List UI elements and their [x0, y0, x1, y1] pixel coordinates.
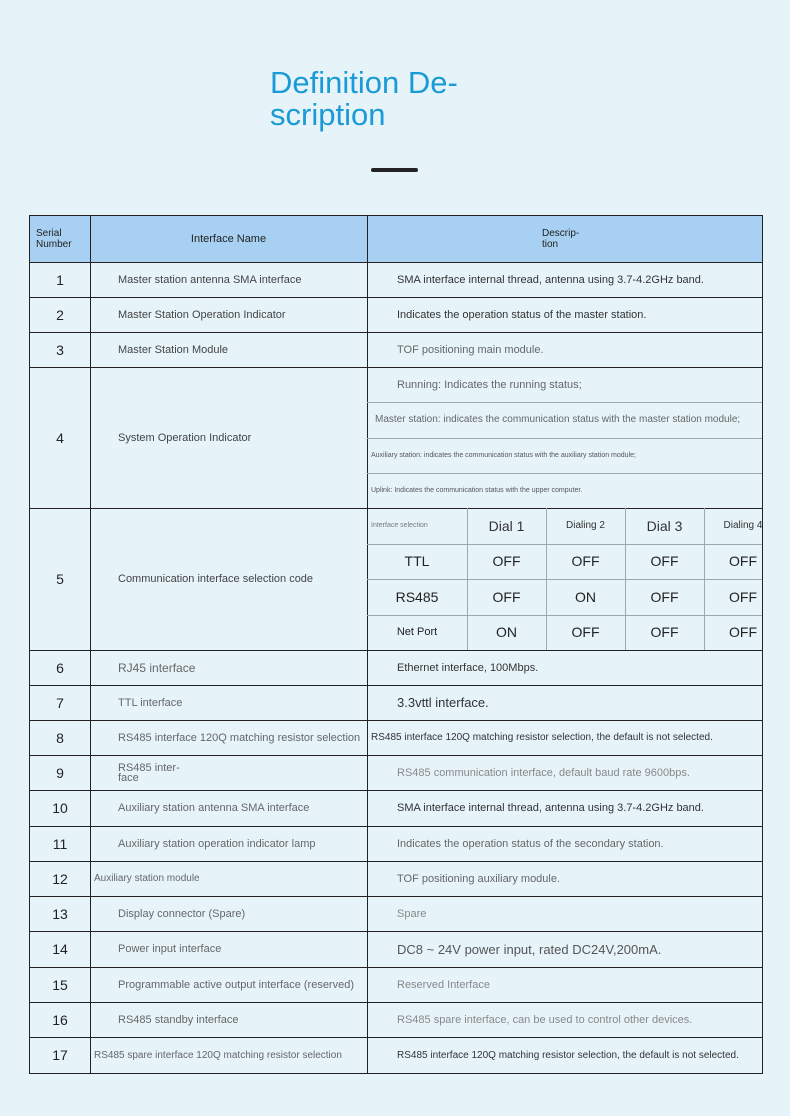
dial-value-text: ON	[575, 588, 596, 605]
row-interface-name	[90, 1037, 367, 1073]
row-description-text: Indicates the operation status of the master station.	[397, 308, 647, 321]
row-number	[30, 720, 90, 755]
row-interface-name-text: Auxiliary station antenna SMA interface	[118, 802, 310, 814]
header-desc-cell	[367, 216, 762, 262]
row-interface-name-text: Programmable active output interface (reserved)	[118, 978, 354, 991]
row-description	[367, 790, 762, 826]
row-number-text: 15	[52, 976, 68, 993]
dial-header-text: Interface selection	[371, 522, 428, 530]
status-description	[367, 473, 762, 508]
row-number	[30, 755, 90, 790]
row-number	[30, 508, 90, 650]
row-interface-name	[90, 508, 367, 650]
row-description-text: SMA interface internal thread, antenna using 3.7-4.2GHz band.	[397, 802, 704, 814]
dial-value-text: OFF	[492, 588, 521, 605]
dial-value	[467, 544, 546, 580]
dial-value-text: OFF	[729, 624, 757, 641]
row-description	[367, 931, 762, 967]
status-description	[367, 438, 762, 473]
row-description	[367, 1002, 762, 1037]
row-number-text: 17	[52, 1047, 68, 1063]
row-description	[367, 332, 762, 367]
row-description-text: RS485 interface 120Q matching resistor selection, the default is not selected.	[371, 732, 713, 743]
row-interface-name-text: RS485 interface 120Q matching resistor selection	[118, 731, 361, 744]
status-description-text: Uplink: Indicates the communication status with the upper computer.	[371, 486, 583, 494]
dial-value-text: ON	[496, 624, 517, 641]
dial-header	[467, 508, 546, 544]
row-number	[30, 262, 90, 297]
dial-value-text: RS485	[395, 588, 439, 605]
row-interface-name-text: RS485 spare interface 120Q matching resistor selection	[94, 1049, 342, 1061]
row-description	[367, 755, 762, 790]
dial-header	[704, 508, 782, 544]
row-number-text: 3	[56, 341, 64, 358]
row-description-text: Spare	[397, 907, 427, 920]
row-number	[30, 332, 90, 367]
row-interface-name-text: Communication interface selection code	[118, 573, 314, 585]
row-number-text: 12	[52, 870, 68, 887]
row-interface-name-text: RJ45 interface	[118, 660, 196, 675]
row-number-text: 10	[52, 800, 68, 816]
header-name-cell	[90, 216, 367, 262]
row-interface-name-text: Auxiliary station operation indicator lamp	[118, 837, 316, 850]
row-number	[30, 650, 90, 685]
dial-value-text: OFF	[729, 553, 757, 570]
row-interface-name-text: RS485 inter-face	[118, 761, 180, 784]
row-description	[367, 297, 762, 332]
dial-value	[704, 615, 782, 651]
dial-value	[704, 544, 782, 580]
dial-value	[367, 544, 467, 580]
status-description-text: Auxiliary station: indicates the communication status with the auxiliary station module;	[371, 451, 636, 459]
row-number-text: 4	[56, 429, 64, 446]
dial-value	[546, 544, 625, 580]
row-interface-name	[90, 967, 367, 1002]
dial-header-text: Dial 3	[646, 517, 683, 534]
row-description-text: DC8 ~ 24V power input, rated DC24V,200mA.	[397, 941, 662, 957]
header-serial: Serial Number	[36, 228, 72, 250]
header-description: Descrip-tion	[542, 228, 580, 250]
row-description	[367, 262, 762, 297]
row-interface-name	[90, 685, 367, 720]
row-interface-name	[90, 720, 367, 755]
row-interface-name	[90, 262, 367, 297]
row-description	[367, 967, 762, 1002]
row-description-text: Indicates the operation status of the secondary station.	[397, 837, 664, 850]
row-description	[367, 826, 762, 861]
row-interface-name	[90, 861, 367, 896]
dial-value	[546, 579, 625, 615]
dial-header-text: Dial 1	[488, 517, 525, 534]
row-interface-name-text: RS485 standby interface	[118, 1013, 239, 1026]
dial-value-text: OFF	[650, 553, 679, 570]
row-number-text: 14	[52, 941, 68, 957]
row-interface-name-text: Master Station Module	[118, 343, 229, 356]
row-description-text: Ethernet interface, 100Mbps.	[397, 661, 539, 674]
dial-value	[625, 544, 704, 580]
header-interface-name: Interface Name	[190, 233, 267, 245]
row-description-text: RS485 interface 120Q matching resistor selection, the default is not selected.	[397, 1049, 739, 1061]
row-interface-name-text: Display connector (Spare)	[118, 907, 246, 920]
row-number	[30, 826, 90, 861]
row-number-text: 16	[52, 1011, 68, 1028]
row-interface-name-text: System Operation Indicator	[118, 431, 252, 444]
row-interface-name-text: Master Station Operation Indicator	[118, 308, 286, 321]
dial-value-text: OFF	[650, 588, 679, 605]
dial-header-text: Dialing 2	[566, 520, 605, 532]
dial-value-text: OFF	[492, 553, 521, 570]
row-description	[367, 896, 762, 931]
row-description-text: RS485 spare interface, can be used to control other devices.	[397, 1013, 693, 1026]
dial-value	[467, 579, 546, 615]
dial-value-text: OFF	[571, 553, 600, 570]
row-description	[367, 720, 762, 755]
row-number	[30, 896, 90, 931]
row-description	[367, 685, 762, 720]
row-number	[30, 1037, 90, 1073]
row-description-text: Reserved Interface	[397, 978, 490, 991]
row-number	[30, 967, 90, 1002]
row-number	[30, 1002, 90, 1037]
row-number	[30, 931, 90, 967]
row-interface-name	[90, 1002, 367, 1037]
row-number-text: 11	[52, 835, 68, 852]
dial-header-text: Dialing 4	[723, 520, 763, 532]
row-number	[30, 685, 90, 720]
row-description	[367, 861, 762, 896]
row-description-text: RS485 communication interface, default baud rate 9600bps.	[397, 766, 690, 779]
row-description-text: 3.3vttl interface.	[397, 695, 489, 710]
row-interface-name-text: Master station antenna SMA interface	[118, 273, 302, 286]
status-description-text: Master station: indicates the communication status with the master station module;	[375, 414, 741, 426]
title-underline	[371, 168, 418, 172]
row-description	[367, 650, 762, 685]
row-interface-name	[90, 896, 367, 931]
row-interface-name	[90, 755, 367, 790]
row-number-text: 6	[56, 659, 64, 676]
header-serial-cell	[30, 216, 90, 262]
row-number-text: 2	[56, 306, 64, 323]
row-number-text: 8	[56, 729, 64, 746]
dial-value	[625, 615, 704, 651]
row-interface-name	[90, 297, 367, 332]
dial-value-text: Net Port	[396, 626, 438, 639]
row-description-text: TOF positioning auxiliary module.	[397, 872, 561, 885]
row-number	[30, 367, 90, 508]
dial-value-text: OFF	[729, 588, 757, 605]
dial-value	[625, 579, 704, 615]
status-description	[367, 367, 762, 402]
row-number-text: 1	[56, 271, 64, 288]
dial-value	[367, 615, 467, 651]
row-interface-name	[90, 332, 367, 367]
row-description	[367, 1037, 762, 1073]
row-description-text: TOF positioning main module.	[397, 343, 544, 356]
row-number-text: 7	[56, 694, 64, 711]
row-number-text: 13	[52, 905, 68, 922]
dial-value	[704, 579, 782, 615]
page-title: Definition De-scription	[270, 65, 458, 132]
row-interface-name-text: TTL interface	[118, 696, 183, 709]
row-description-text: SMA interface internal thread, antenna using 3.7-4.2GHz band.	[397, 273, 704, 286]
status-description-text: Running: Indicates the running status;	[397, 378, 582, 391]
definition-table	[29, 215, 763, 1074]
row-interface-name	[90, 790, 367, 826]
row-number	[30, 861, 90, 896]
dial-value-text: OFF	[650, 624, 679, 641]
row-number-text: 9	[56, 764, 64, 781]
dial-value-text: OFF	[571, 624, 600, 641]
dial-value	[467, 615, 546, 651]
row-interface-name	[90, 826, 367, 861]
dial-value	[367, 579, 467, 615]
status-description	[367, 402, 762, 437]
row-interface-name	[90, 650, 367, 685]
dial-value-text: TTL	[404, 553, 430, 570]
dial-header	[367, 508, 467, 544]
row-number	[30, 297, 90, 332]
dial-header	[546, 508, 625, 544]
row-number-text: 5	[56, 571, 64, 587]
row-interface-name-text: Power input interface	[118, 943, 222, 955]
row-interface-name	[90, 931, 367, 967]
dial-value	[546, 615, 625, 651]
row-interface-name-text: Auxiliary station module	[94, 873, 200, 884]
row-number	[30, 790, 90, 826]
dial-header	[625, 508, 704, 544]
row-interface-name	[90, 367, 367, 508]
